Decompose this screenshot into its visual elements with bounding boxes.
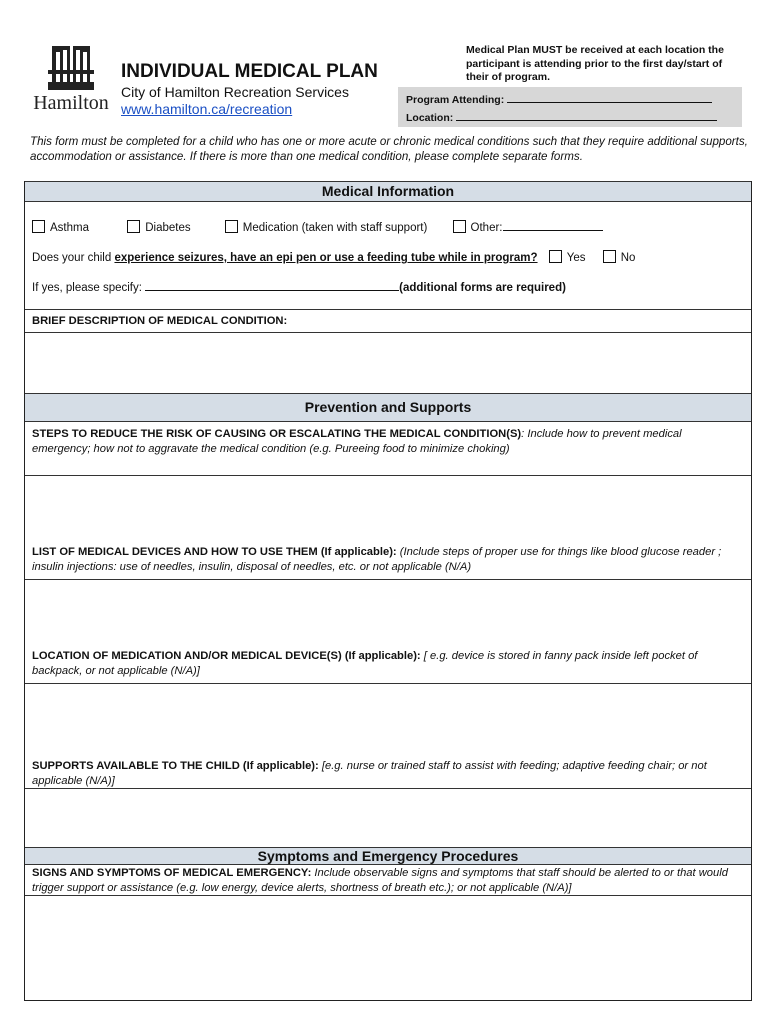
diabetes-label: Diabetes	[145, 222, 191, 234]
form-title: INDIVIDUAL MEDICAL PLAN	[121, 61, 378, 82]
medical-information-header: Medical Information	[25, 181, 751, 202]
other-label: Other:	[470, 222, 503, 234]
child-supports-title: SUPPORTS AVAILABLE TO THE CHILD (If applicable):	[32, 760, 319, 772]
child-supports-field[interactable]	[25, 789, 751, 847]
location-row	[406, 110, 717, 124]
specify-label: If yes, please specify:	[32, 282, 142, 294]
yes-checkbox[interactable]	[549, 250, 562, 263]
risk-reduction-hint: : Include how to prevent medical emergency; how not to aggravate the medical condition (e.g. Pureeing food to minimize choking)	[32, 428, 682, 455]
condition-checkbox-row	[32, 220, 603, 234]
medical-devices-hint: (Include steps of proper use for things like blood glucose reader ; insulin injections: use of needles, insulin, disposal of needles, etc. or not applicable (N/A)	[32, 546, 722, 573]
medication-location-label	[32, 649, 742, 678]
prevention-supports-header: Prevention and Supports	[25, 393, 751, 422]
seizure-question: experience seizures, have an epi pen or use a feeding tube while in program?	[114, 252, 538, 264]
emergency-signs-title: SIGNS AND SYMPTOMS OF MEDICAL EMERGENCY:	[32, 867, 312, 879]
program-attending-field[interactable]	[507, 92, 712, 103]
risk-reduction-title: STEPS TO REDUCE THE RISK OF CAUSING OR ESCALATING THE MEDICAL CONDITION(S)	[32, 428, 522, 440]
child-supports-label	[32, 759, 742, 788]
medication-label: Medication (taken with staff support)	[242, 222, 428, 234]
specify-row	[32, 280, 566, 294]
recreation-link[interactable]: www.hamilton.ca/recreation	[121, 101, 293, 117]
risk-reduction-label	[32, 427, 742, 456]
location-field[interactable]	[456, 110, 717, 121]
submission-notice: Medical Plan MUST be received at each location the participant is attending prior to the first day/start of their of program.	[466, 44, 724, 83]
specify-field[interactable]	[145, 280, 399, 291]
emergency-signs-field[interactable]	[25, 896, 751, 996]
medical-devices-title: LIST OF MEDICAL DEVICES AND HOW TO USE THEM (If applicable):	[32, 546, 397, 558]
emergency-signs-label	[32, 866, 742, 895]
medication-checkbox[interactable]	[225, 220, 238, 233]
medical-devices-field[interactable]	[25, 580, 751, 642]
medication-location-title: LOCATION OF MEDICATION AND/OR MEDICAL DEVICE(S) (If applicable):	[32, 650, 421, 662]
program-info-box	[398, 87, 742, 127]
seizure-question-row	[32, 250, 635, 264]
form-frame	[24, 181, 752, 1001]
risk-reduction-field[interactable]	[25, 476, 751, 538]
brief-description-field[interactable]	[25, 333, 751, 393]
program-attending-row	[406, 92, 712, 106]
no-label: No	[620, 252, 636, 264]
organization-name: City of Hamilton Recreation Services	[121, 84, 349, 100]
emergency-signs-hint: Include observable signs and symptoms that staff should be alerted to or that would trigger support or assistance (e.g. low energy, device alerts, shortness of breath etc.); or not applicable (N/A)]	[32, 867, 728, 894]
asthma-label: Asthma	[50, 222, 89, 234]
child-supports-hint: [e.g. nurse or trained staff to assist with feeding; adaptive feeding chair; or not applicable (N/A)]	[32, 760, 707, 787]
yes-label: Yes	[566, 252, 586, 264]
location-label: Location:	[406, 112, 454, 124]
medication-location-field[interactable]	[25, 684, 751, 754]
medication-location-hint: [ e.g. device is stored in fanny pack inside left pocket of backpack, or not applicable (N/A)]	[32, 650, 698, 677]
medical-devices-label	[32, 545, 742, 574]
intro-instructions: This form must be completed for a child who has one or more acute or chronic medical conditions such that they require additional supports, accommodation or assistance. If there is more than one medical condition, please complete separate forms.	[30, 135, 748, 163]
asthma-checkbox[interactable]	[32, 220, 45, 233]
brief-description-label: BRIEF DESCRIPTION OF MEDICAL CONDITION:	[32, 315, 288, 327]
seizure-question-prefix: Does your child	[32, 252, 115, 264]
diabetes-checkbox[interactable]	[127, 220, 140, 233]
other-checkbox[interactable]	[453, 220, 466, 233]
no-checkbox[interactable]	[603, 250, 616, 263]
symptoms-emergency-header: Symptoms and Emergency Procedures	[25, 847, 751, 865]
program-attending-label: Program Attending:	[406, 94, 505, 106]
divider	[25, 309, 751, 310]
additional-forms-note: (additional forms are required)	[399, 282, 566, 294]
other-field[interactable]	[503, 220, 603, 231]
logo-wordmark: Hamilton	[33, 92, 109, 114]
